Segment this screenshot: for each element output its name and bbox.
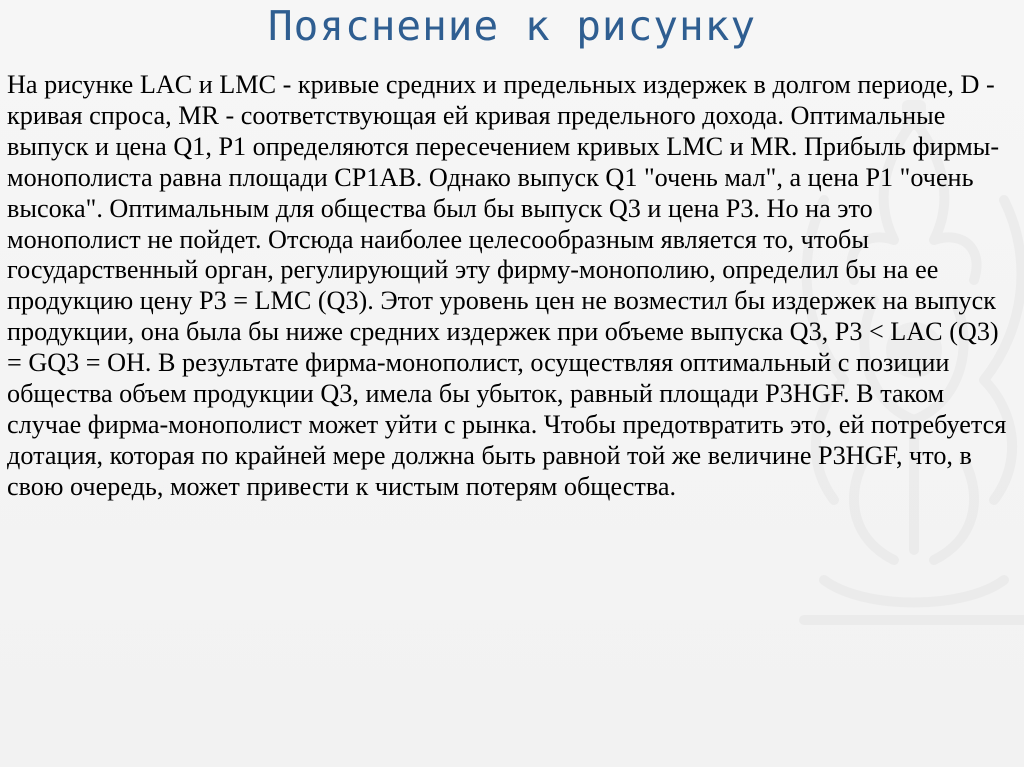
- slide-title: Пояснение к рисунку: [268, 2, 756, 50]
- slide-body-paragraph: На рисунке LAC и LMC - кривые средних и предельных издержек в долгом периоде, D - кривая спроса, MR - соответствующая ей кривая предельного дохода. Оптимальные выпуск и цена Q1, P1 определяются пересечением кривых LMC и MR. Прибыль фирмы-монополиста равна площади CP1AB. Однако выпуск Q1 "очень мал", а цена P1 "очень высока". Оптимальным для общества был бы выпуск Q3 и цена P3. Но на это монополист не пойдет. Отсюда наиболее целесообразным является то, чтобы государственный орган, регулирующий эту фирму-монополию, определил бы на ее продукцию цену P3 = LMC (Q3). Этот уровень цен не возместил бы издержек на выпуск продукции, она была бы ниже средних издержек при объеме выпуска Q3, P3 < LAC (Q3) = GQ3 = OH. В результате фирма-монополист, осуществляя оптимальный с позиции общества объем продукции Q3, имела бы убыток, равный площади P3HGF. В таком случае фирма-монополист может уйти с рынка. Чтобы предотвратить это, ей потребуется дотация, которая по крайней мере должна быть равной той же величине P3HGF, что, в свою очередь, может привести к чистым потерям общества.: [7, 70, 1007, 501]
